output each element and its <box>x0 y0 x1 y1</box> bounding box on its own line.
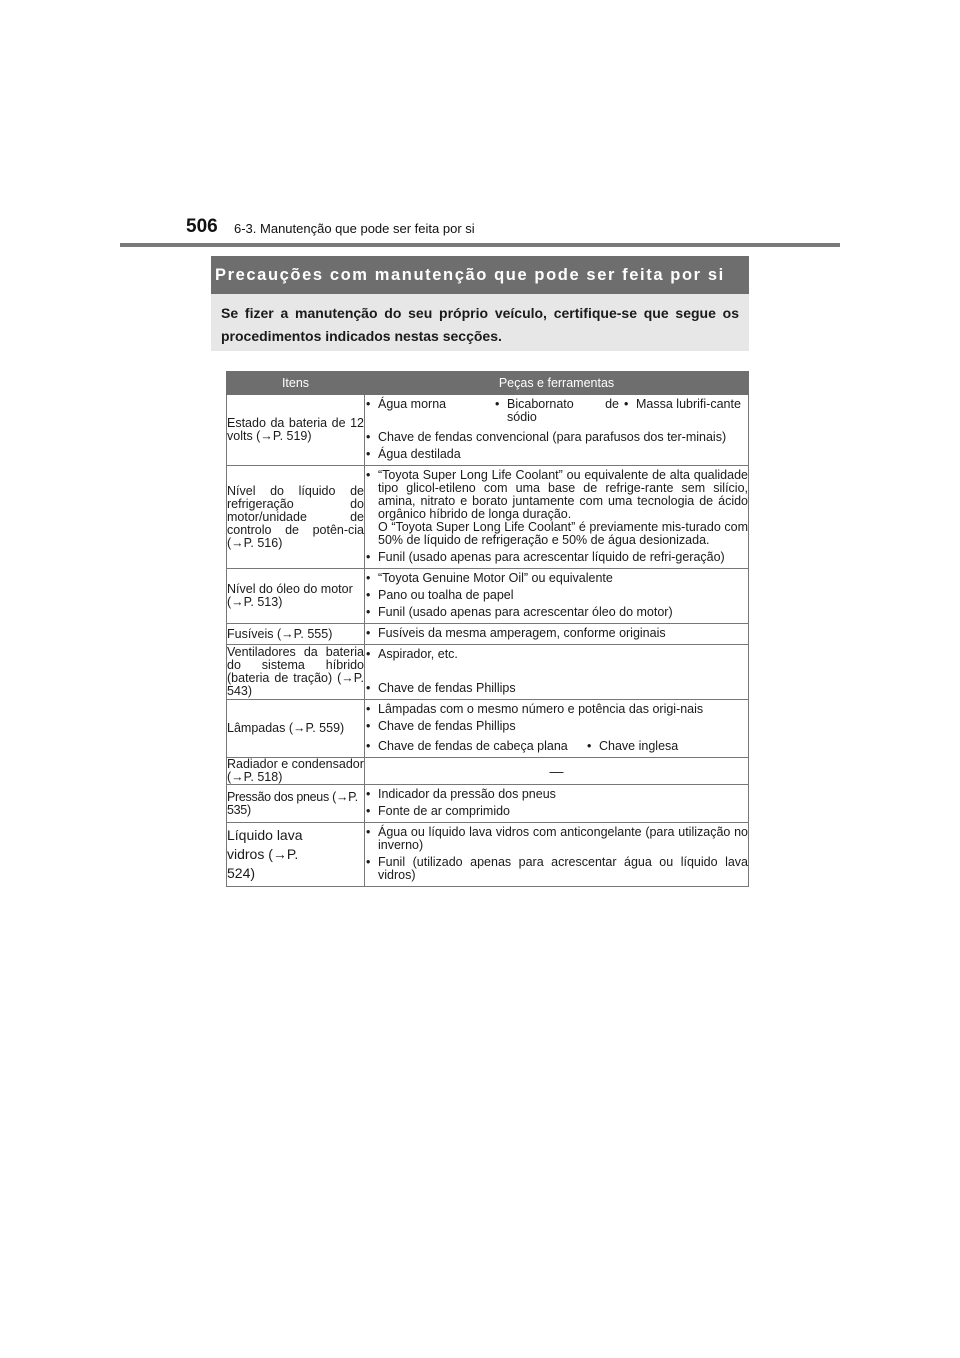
item-cell <box>227 395 365 466</box>
item-label: Radiador e condensador (→P. 518) <box>227 757 364 784</box>
tools-cell <box>365 645 749 700</box>
tools-cell <box>365 569 749 624</box>
list-item: • Água ou líquido lava vidros com anticongelante (para utilização no inverno) <box>365 826 748 852</box>
no-tools-dash: — <box>549 762 564 779</box>
item-label: Estado da bateria de 12 volts (→P. 519) <box>227 416 364 443</box>
tools-cell <box>365 758 749 785</box>
tools-inline-group <box>365 395 748 428</box>
table-row <box>227 645 749 700</box>
table-row <box>227 758 749 785</box>
list-item: • Chave de fendas convencional (para parafusos dos ter-minais) <box>365 431 748 444</box>
list-item: • “Toyota Super Long Life Coolant” ou equivalente de alta qualidade tipo glicol-etileno com uma base de refrige-rante sem silício, amina, nitrato e borato juntamente com uma tecnologia de ácido orgânico híbrido de longa duração. O “Toyota Super Long Life Coolant” é previamente mis-turado com 50% de líquido de refrigeração e 50% de água desionizada. <box>365 469 748 547</box>
list-item: • Lâmpadas com o mesmo número e potência das origi-nais <box>365 703 748 716</box>
item-label: Fusíveis (→P. 555) <box>227 626 333 641</box>
item-cell <box>227 700 365 758</box>
column-header-items: Itens <box>227 372 365 395</box>
table-row <box>227 569 749 624</box>
item-cell <box>227 645 365 700</box>
table-row <box>227 395 749 466</box>
tools-inline-group <box>365 737 748 757</box>
item-cell <box>227 785 365 823</box>
tools-cell <box>365 823 749 887</box>
list-item: • Massa lubrifi-cante <box>623 398 748 424</box>
header-rule <box>120 243 840 247</box>
table-row <box>227 700 749 758</box>
tools-cell <box>365 785 749 823</box>
item-label: Lâmpadas (→P. 559) <box>227 721 345 735</box>
section-title: Precauções com manutenção que pode ser feita por si <box>211 256 749 294</box>
list-item: • Chave de fendas de cabeça plana <box>365 740 586 753</box>
item-cell <box>227 624 365 645</box>
list-item: • Água morna <box>365 398 490 424</box>
item-cell <box>227 569 365 624</box>
tools-cell <box>365 395 749 466</box>
table-row <box>227 823 749 887</box>
table-row <box>227 624 749 645</box>
list-item: • Bicabornato de sódio <box>494 398 619 424</box>
running-head: 6-3. Manutenção que pode ser feita por si <box>234 221 475 236</box>
item-label: Líquido lava vidros (→P. 524) <box>227 827 303 881</box>
page-number: 506 <box>186 216 218 237</box>
list-item: • Funil (utilizado apenas para acrescentar água ou líquido lava vidros) <box>365 856 748 882</box>
list-item: • Fusíveis da mesma amperagem, conforme originais <box>365 627 748 640</box>
tools-cell <box>365 466 749 569</box>
list-item: • Pano ou toalha de papel <box>365 589 748 602</box>
item-label: Ventiladores da bateria do sistema híbrido (bateria de tração) (→P. 543) <box>227 645 364 698</box>
intro-text: Se fizer a manutenção do seu próprio veículo, certifique-se que segue os procedimentos indicados nestas secções. <box>211 294 749 351</box>
list-item: • Fonte de ar comprimido <box>365 805 748 818</box>
item-label: Nível do óleo do motor (→P. 513) <box>227 582 353 609</box>
list-item: • Indicador da pressão dos pneus <box>365 788 748 801</box>
item-label: Pressão dos pneus (→P. 535) <box>227 789 358 817</box>
list-item: • Funil (usado apenas para acrescentar líquido de refri-geração) <box>365 551 748 564</box>
list-item: • “Toyota Genuine Motor Oil” ou equivalente <box>365 572 748 585</box>
list-item: • Aspirador, etc. <box>365 648 748 661</box>
column-header-tools: Peças e ferramentas <box>365 372 749 395</box>
tools-cell <box>365 700 749 758</box>
list-item: • Chave de fendas Phillips <box>365 720 748 733</box>
list-item: • Funil (usado apenas para acrescentar óleo do motor) <box>365 606 748 619</box>
tools-table <box>226 371 749 887</box>
item-cell <box>227 466 365 569</box>
table-row <box>227 466 749 569</box>
table-row <box>227 785 749 823</box>
list-item: • Água destilada <box>365 448 748 461</box>
tools-cell <box>365 624 749 645</box>
table-header-row <box>227 372 749 395</box>
item-cell <box>227 823 365 887</box>
list-item: • Chave inglesa <box>586 740 748 753</box>
spacer <box>365 665 748 679</box>
list-item: • Chave de fendas Phillips <box>365 682 748 695</box>
item-cell <box>227 758 365 785</box>
item-label: Nível do líquido de refrigeração do motor/unidade de controlo de potên-cia (→P. 516) <box>227 483 364 550</box>
